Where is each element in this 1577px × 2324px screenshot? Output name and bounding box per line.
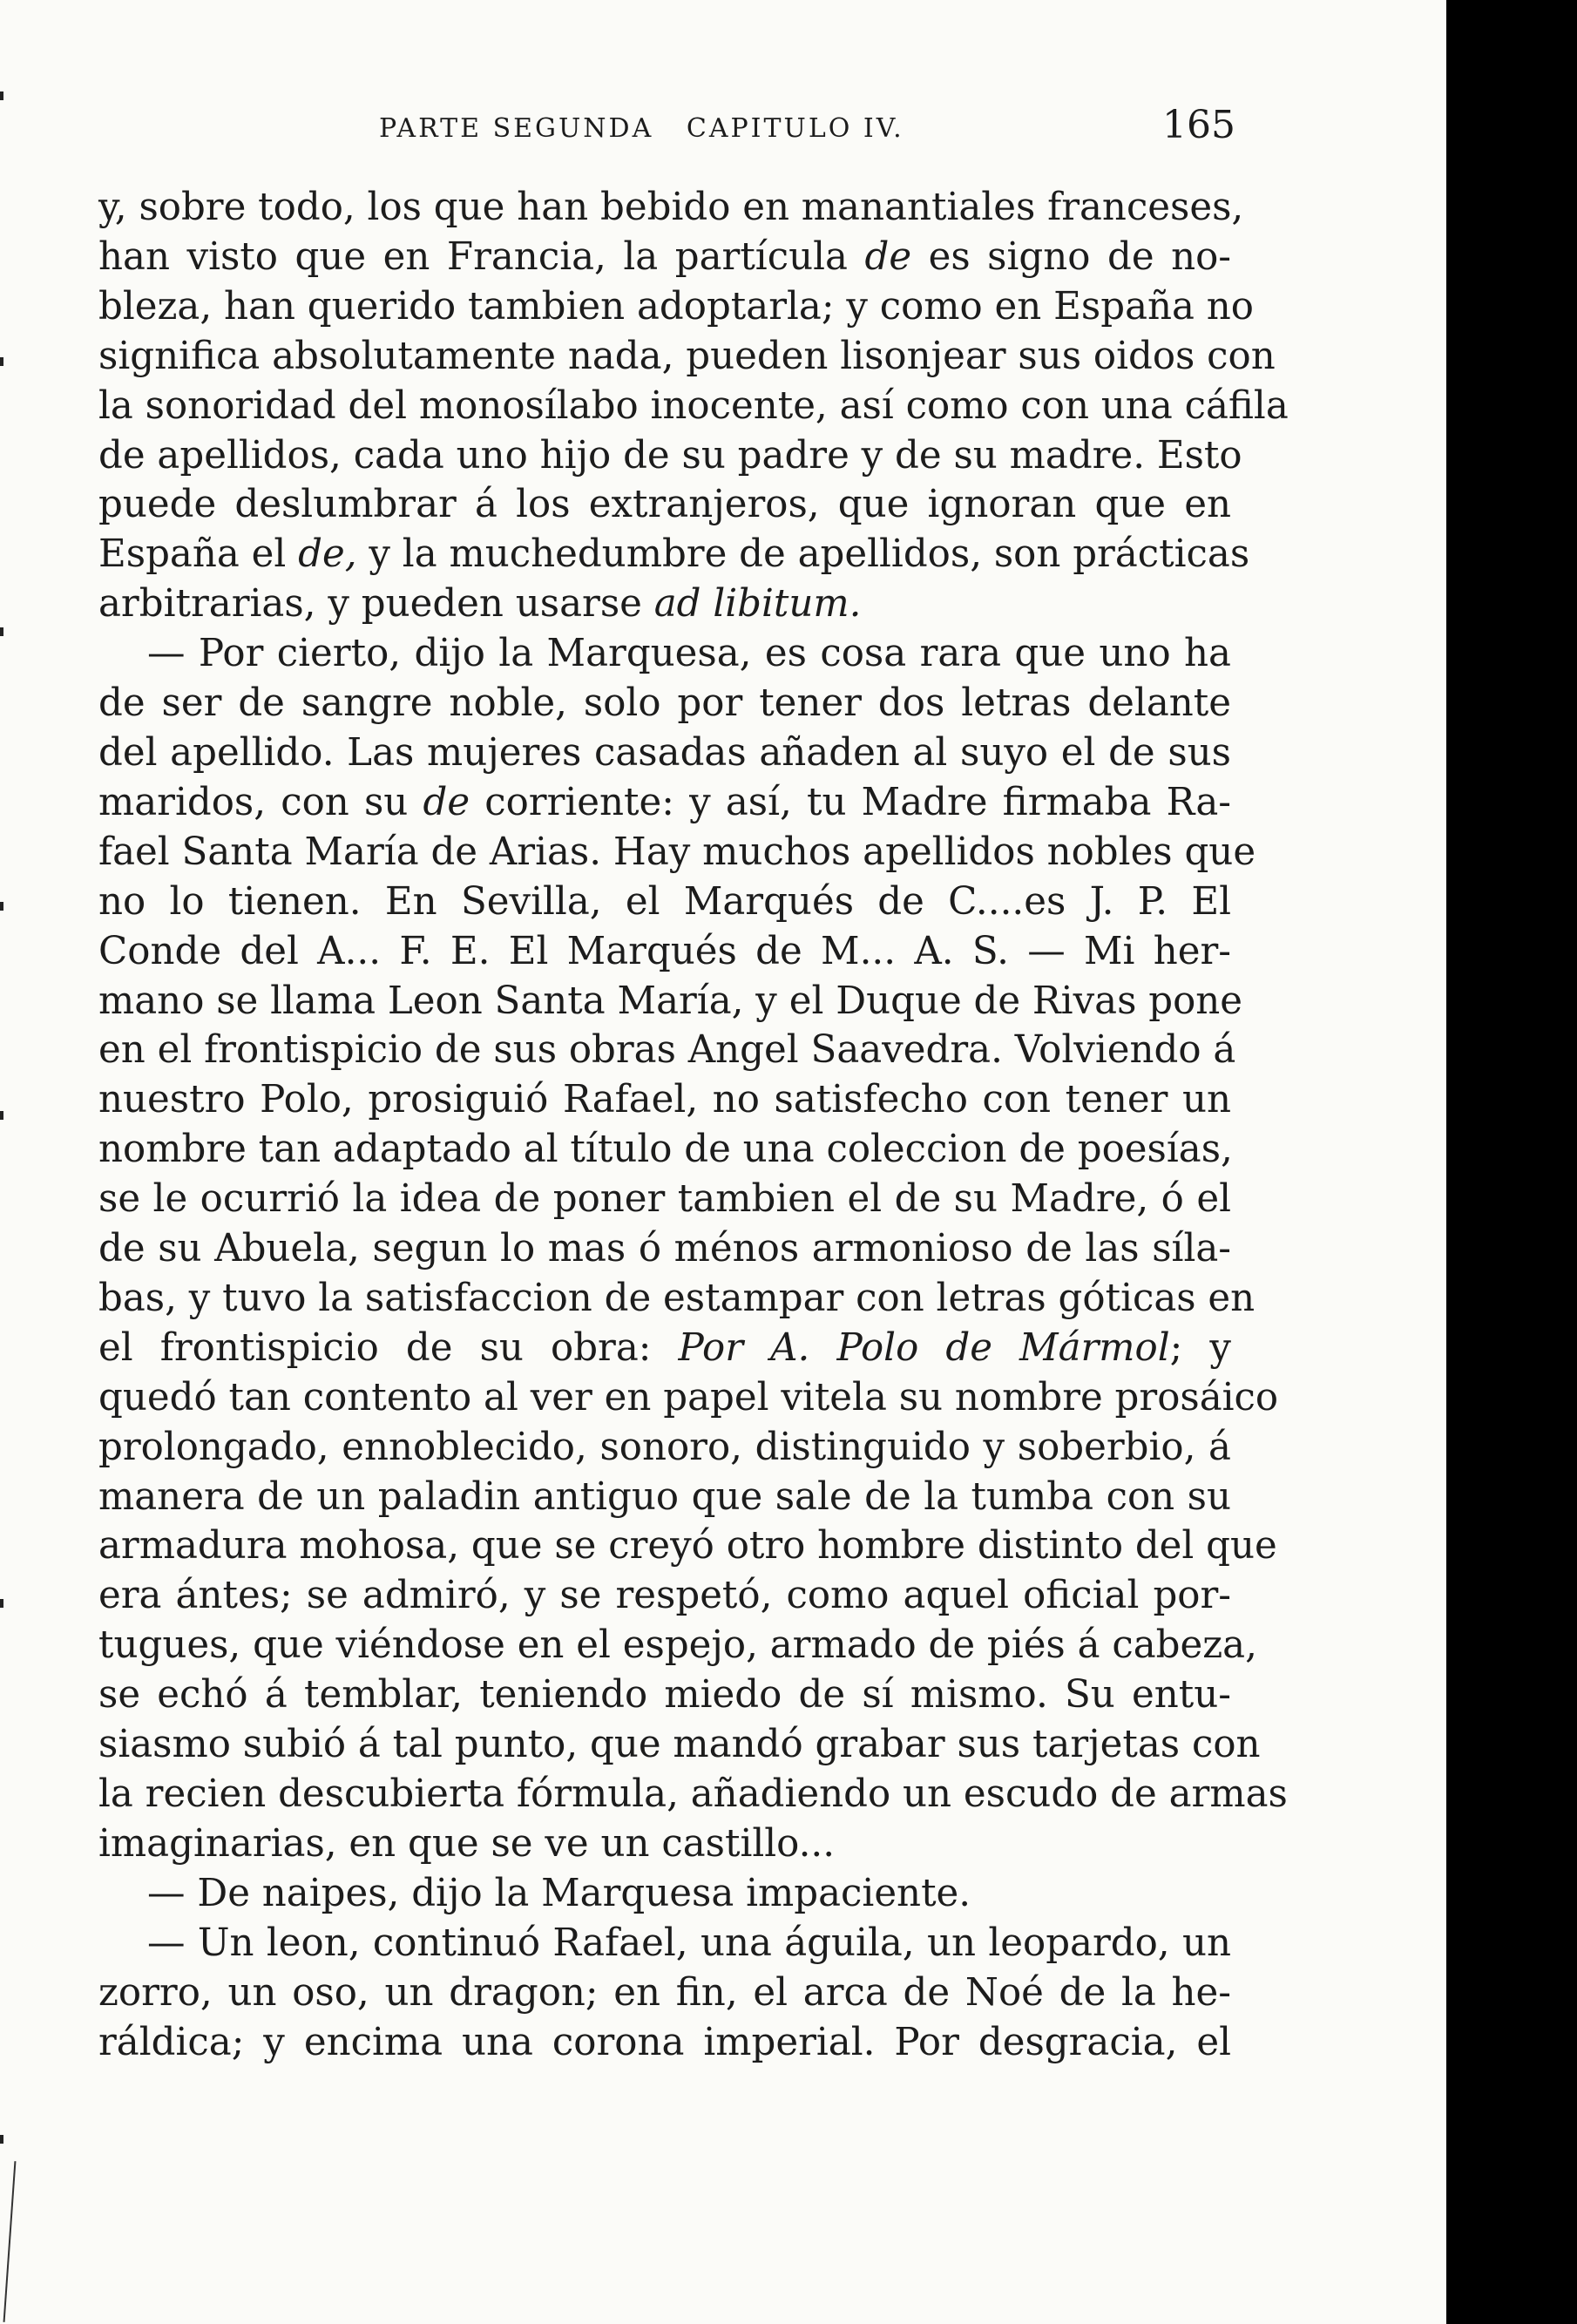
text-line: se le ocurrió la idea de poner tambien el de su Madre, ó el	[98, 1177, 1231, 1222]
text-line: quedó tan contento al ver en papel vitela su nombre prosáico	[98, 1375, 1279, 1419]
text-line: arbitrarias, y pueden usarse ad libitum.	[98, 582, 862, 627]
text-line: nuestro Polo, prosiguió Rafael, no satisfecho con tener un	[98, 1078, 1231, 1122]
edge-mark	[0, 902, 3, 911]
text-line: en el frontispicio de sus obras Angel Saavedra. Volviendo á	[98, 1028, 1236, 1073]
text-line: zorro, un oso, un dragon; en fin, el arca de Noé de la he-	[98, 1970, 1231, 2015]
text-line: prolongado, ennoblecido, sonoro, distinguido y soberbio, á	[98, 1425, 1231, 1469]
text-line: del apellido. Las mujeres casadas añaden al suyo el de sus	[98, 730, 1231, 775]
text-line: nombre tan adaptado al título de una coleccion de poesías,	[98, 1128, 1233, 1172]
text-line: manera de un paladin antiguo que sale de la tumba con su	[98, 1474, 1231, 1519]
text-line: de ser de sangre noble, solo por tener dos letras delante	[98, 681, 1231, 726]
text-line: tugues, que viéndose en el espejo, armado de piés á cabeza,	[98, 1623, 1257, 1668]
page-number: 165	[1162, 103, 1235, 147]
text-line: fael Santa María de Arias. Hay muchos apellidos nobles que	[98, 830, 1256, 874]
text-line: de apellidos, cada uno hijo de su padre y de su madre. Esto	[98, 433, 1242, 478]
text-line: maridos, con su de corriente: y así, tu Madre firmaba Ra-	[98, 780, 1231, 824]
italic-word: de	[864, 234, 912, 279]
page-header	[0, 98, 1446, 150]
scan-edge	[1446, 0, 1577, 2324]
text-line: bas, y tuvo la satisfaccion de estampar con letras góticas en	[98, 1276, 1256, 1320]
edge-mark	[0, 2135, 3, 2144]
text-line: significa absolutamente nada, pueden lisonjear sus oidos con	[98, 334, 1276, 378]
italic-word: de,	[298, 532, 357, 577]
text-line: de su Abuela, segun lo mas ó ménos armonioso de las síla-	[98, 1227, 1231, 1271]
text-line: imaginarias, en que se ve un castillo...	[98, 1821, 836, 1866]
text-line: armadura mohosa, que se creyó otro hombre distinto del que	[98, 1524, 1277, 1569]
text-line: han visto que en Francia, la partícula de es signo de no-	[98, 234, 1231, 279]
text-line: no lo tienen. En Sevilla, el Marqués de C....es J. P. El	[98, 879, 1231, 924]
edge-mark	[0, 357, 3, 366]
text-line: Conde del A... F. E. El Marqués de M... A. S. — Mi her-	[98, 929, 1231, 973]
text-line: siasmo subió á tal punto, que mandó grabar sus tarjetas con	[98, 1723, 1261, 1767]
edge-mark	[0, 1599, 3, 1608]
text-line: — Un leon, continuó Rafael, una águila, un leopardo, un	[147, 1921, 1231, 1965]
text-line: era ántes; se admiró, y se respetó, como aquel oficial por-	[98, 1574, 1231, 1618]
text-line: España el de, y la muchedumbre de apellidos, son prácticas	[98, 532, 1250, 577]
text-line: la sonoridad del monosílabo inocente, así como con una cáfila	[98, 383, 1289, 428]
text-line: bleza, han querido tambien adoptarla; y como en España no	[98, 284, 1254, 329]
text-line: y, sobre todo, los que han bebido en manantiales franceses,	[98, 186, 1244, 229]
text-line: el frontispicio de su obra: Por A. Polo de Mármol; y	[98, 1325, 1232, 1370]
running-head: PARTE SEGUNDA CAPITULO IV.	[379, 113, 904, 144]
text-line: mano se llama Leon Santa María, y el Duque de Rivas pone	[98, 979, 1243, 1023]
text-line: ráldica; y encima una corona imperial. Por desgracia, el	[98, 2020, 1231, 2064]
edge-mark	[0, 1111, 3, 1120]
edge-mark	[0, 627, 3, 636]
text-line: puede deslumbrar á los extranjeros, que ignoran que en	[98, 483, 1231, 527]
text-line: se echó á temblar, teniendo miedo de sí mismo. Su entu-	[98, 1673, 1231, 1718]
body-text	[98, 183, 1289, 2067]
italic-phrase: Por A. Polo de Mármol	[678, 1325, 1170, 1370]
italic-word: de	[423, 780, 470, 824]
text-line: — Por cierto, dijo la Marquesa, es cosa rara que uno ha	[147, 632, 1231, 676]
italic-phrase: ad libitum.	[653, 582, 862, 627]
text-line: la recien descubierta fórmula, añadiendo un escudo de armas	[98, 1772, 1288, 1816]
text-line: — De naipes, dijo la Marquesa impaciente.	[147, 1871, 971, 1915]
